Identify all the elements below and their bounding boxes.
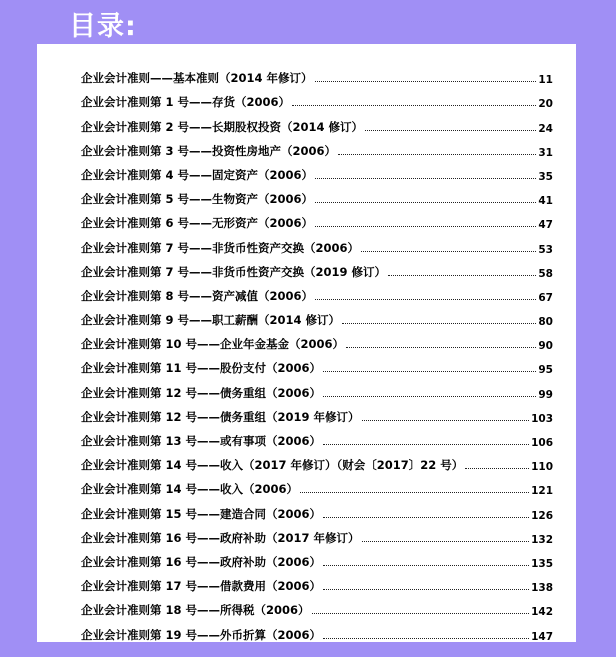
toc-dot-leader bbox=[323, 565, 529, 566]
toc-dot-leader bbox=[323, 589, 529, 590]
toc-dot-leader bbox=[323, 517, 529, 518]
toc-entry[interactable] bbox=[81, 304, 553, 328]
toc-entry-page-number: 103 bbox=[531, 412, 553, 425]
toc-entry-page-number: 126 bbox=[531, 509, 553, 522]
toc-entry[interactable] bbox=[81, 231, 553, 255]
toc-entry-title: 企业会计准则第 5 号——生物资产（2006） bbox=[81, 192, 314, 207]
toc-entry-page-number: 121 bbox=[531, 485, 553, 498]
toc-entry-title: 企业会计准则第 9 号——职工薪酬（2014 修订） bbox=[81, 313, 341, 328]
toc-entry-title: 企业会计准则——基本准则（2014 年修订） bbox=[81, 71, 313, 86]
toc-entry-page-number: 110 bbox=[531, 461, 553, 474]
toc-entry[interactable] bbox=[81, 376, 553, 400]
toc-dot-leader bbox=[361, 251, 536, 252]
toc-entry-page-number: 35 bbox=[538, 170, 553, 183]
toc-heading: 目录: bbox=[69, 11, 137, 42]
toc-entry[interactable] bbox=[81, 256, 553, 280]
toc-entry-title: 企业会计准则第 14 号——收入（2017 年修订）（财会〔2017〕22 号） bbox=[81, 458, 464, 473]
toc-entry-page-number: 135 bbox=[531, 557, 553, 570]
toc-entry-page-number: 99 bbox=[538, 388, 553, 401]
toc-entry-page-number: 142 bbox=[531, 606, 553, 619]
toc-entry-title: 企业会计准则第 16 号——政府补助（2017 年修订） bbox=[81, 530, 360, 545]
toc-dot-leader bbox=[312, 613, 530, 614]
toc-entry[interactable] bbox=[81, 546, 553, 570]
toc-dot-leader bbox=[465, 468, 529, 469]
toc-entry[interactable] bbox=[81, 159, 553, 183]
toc-entry-page-number: 20 bbox=[538, 98, 553, 111]
toc-entry[interactable] bbox=[81, 86, 553, 110]
toc-entry[interactable] bbox=[81, 570, 553, 594]
toc-entry[interactable] bbox=[81, 328, 553, 352]
toc-entry[interactable] bbox=[81, 183, 553, 207]
toc-dot-leader bbox=[342, 323, 536, 324]
toc-dot-leader bbox=[346, 347, 536, 348]
toc-entry-page-number: 95 bbox=[538, 364, 553, 377]
toc-entry-title: 企业会计准则第 7 号——非货币性资产交换（2006） bbox=[81, 240, 360, 255]
toc-dot-leader bbox=[315, 178, 536, 179]
toc-entry[interactable] bbox=[81, 618, 553, 642]
toc-entry-title: 企业会计准则第 12 号——债务重组（2006） bbox=[81, 385, 322, 400]
toc-entry-title: 企业会计准则第 16 号——政府补助（2006） bbox=[81, 554, 322, 569]
toc-dot-leader bbox=[362, 420, 530, 421]
toc-entry-page-number: 24 bbox=[538, 122, 553, 135]
toc-entry[interactable] bbox=[81, 425, 553, 449]
toc-entry-page-number: 58 bbox=[538, 267, 553, 280]
toc-entry-page-number: 47 bbox=[538, 219, 553, 232]
toc-entry-title: 企业会计准则第 19 号——外币折算（2006） bbox=[81, 627, 322, 642]
toc-entry[interactable] bbox=[81, 207, 553, 231]
toc-dot-leader bbox=[338, 154, 536, 155]
toc-entry[interactable] bbox=[81, 473, 553, 497]
toc-entry[interactable] bbox=[81, 497, 553, 521]
toc-entry-title: 企业会计准则第 13 号——或有事项（2006） bbox=[81, 434, 322, 448]
toc-entry-page-number: 147 bbox=[531, 630, 553, 643]
toc-list bbox=[81, 62, 553, 643]
toc-entry-page-number: 67 bbox=[538, 291, 553, 304]
toc-dot-leader bbox=[323, 396, 536, 397]
toc-dot-leader bbox=[323, 371, 536, 372]
toc-entry[interactable] bbox=[81, 449, 553, 473]
toc-dot-leader bbox=[315, 202, 536, 203]
toc-entry[interactable] bbox=[81, 110, 553, 134]
toc-entry-title: 企业会计准则第 14 号——收入（2006） bbox=[81, 482, 299, 497]
toc-dot-leader bbox=[362, 541, 530, 542]
toc-entry[interactable] bbox=[81, 135, 553, 159]
toc-entry-title: 企业会计准则第 18 号——所得税（2006） bbox=[81, 603, 310, 618]
toc-dot-leader bbox=[315, 226, 536, 227]
toc-entry-title: 企业会计准则第 2 号——长期股权投资（2014 修订） bbox=[81, 119, 364, 134]
toc-entry-title: 企业会计准则第 4 号——固定资产（2006） bbox=[81, 167, 314, 182]
toc-dot-leader bbox=[365, 130, 536, 131]
toc-entry[interactable] bbox=[81, 522, 553, 546]
toc-entry-page-number: 106 bbox=[531, 437, 553, 449]
toc-entry-title: 企业会计准则第 6 号——无形资产（2006） bbox=[81, 216, 314, 231]
toc-page bbox=[37, 44, 576, 642]
toc-entry[interactable] bbox=[81, 62, 553, 86]
toc-entry-title: 企业会计准则第 15 号——建造合同（2006） bbox=[81, 506, 322, 521]
toc-entry-title: 企业会计准则第 10 号——企业年金基金（2006） bbox=[81, 337, 345, 352]
toc-entry[interactable] bbox=[81, 401, 553, 425]
toc-entry-title: 企业会计准则第 7 号——非货币性资产交换（2019 修订） bbox=[81, 264, 387, 279]
toc-dot-leader bbox=[315, 81, 537, 82]
toc-entry[interactable] bbox=[81, 352, 553, 376]
toc-entry-page-number: 41 bbox=[538, 195, 553, 208]
toc-dot-leader bbox=[292, 105, 536, 106]
toc-entry-page-number: 138 bbox=[531, 582, 553, 595]
toc-entry-title: 企业会计准则第 12 号——债务重组（2019 年修订） bbox=[81, 409, 360, 424]
toc-entry-page-number: 53 bbox=[538, 243, 553, 256]
toc-entry[interactable] bbox=[81, 280, 553, 304]
toc-entry-title: 企业会计准则第 11 号——股份支付（2006） bbox=[81, 361, 322, 376]
toc-entry-title: 企业会计准则第 17 号——借款费用（2006） bbox=[81, 579, 322, 594]
toc-dot-leader bbox=[315, 299, 536, 300]
toc-entry-page-number: 11 bbox=[538, 74, 553, 87]
toc-entry[interactable] bbox=[81, 594, 553, 618]
toc-dot-leader bbox=[323, 444, 529, 445]
toc-dot-leader bbox=[323, 638, 529, 639]
toc-entry-title: 企业会计准则第 1 号——存货（2006） bbox=[81, 95, 291, 110]
toc-dot-leader bbox=[300, 492, 529, 493]
toc-dot-leader bbox=[388, 275, 536, 276]
toc-entry-page-number: 90 bbox=[538, 340, 553, 353]
toc-entry-page-number: 132 bbox=[531, 533, 553, 546]
toc-entry-page-number: 31 bbox=[538, 146, 553, 159]
toc-entry-page-number: 80 bbox=[538, 316, 553, 329]
toc-entry-title: 企业会计准则第 8 号——资产减值（2006） bbox=[81, 288, 314, 303]
toc-entry-title: 企业会计准则第 3 号——投资性房地产（2006） bbox=[81, 143, 337, 158]
